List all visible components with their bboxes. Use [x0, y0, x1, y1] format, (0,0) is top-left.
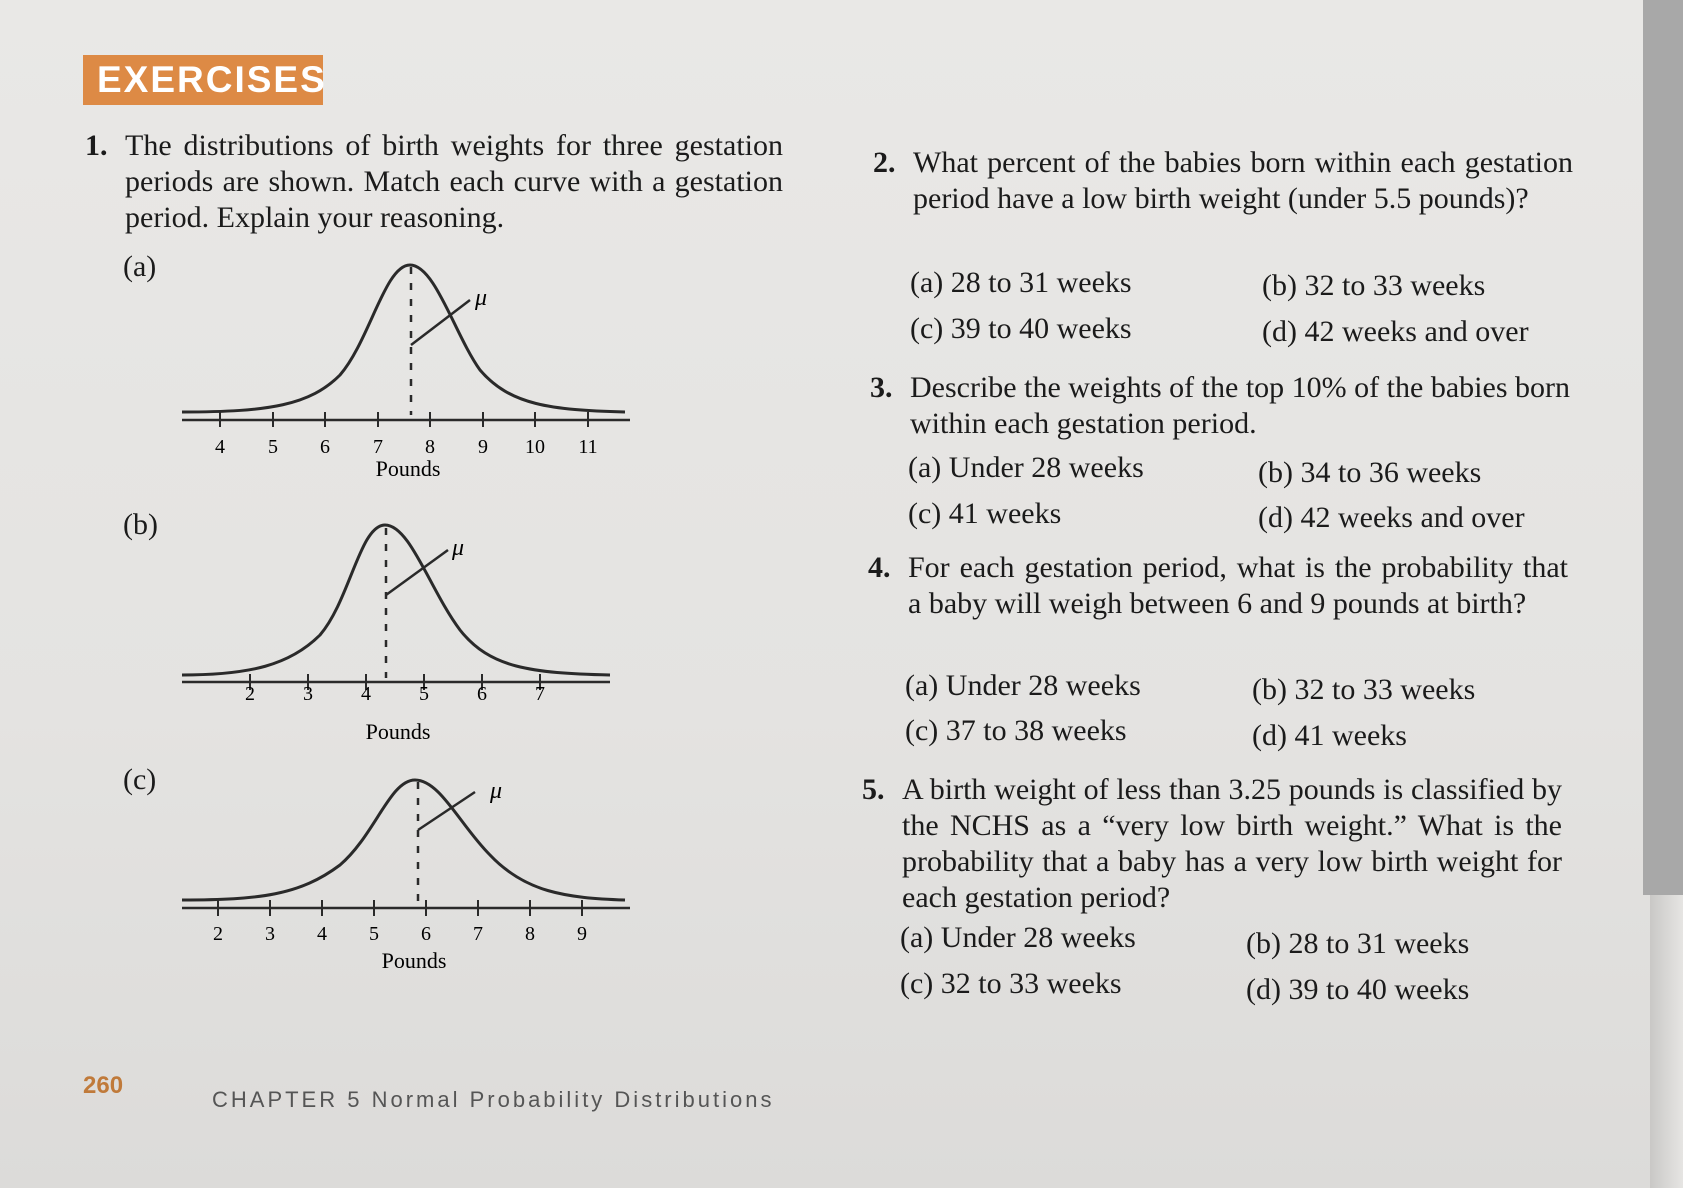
tick-label: 8 — [525, 923, 535, 945]
option-3d: (d) 42 weeks and over — [1258, 501, 1525, 534]
tick-label: 2 — [245, 683, 255, 705]
tick-label: 2 — [213, 923, 223, 945]
normal-curve — [182, 265, 625, 412]
question-number: 3. — [870, 371, 893, 404]
tick-label: 7 — [373, 436, 383, 458]
normal-curve-graph-a — [170, 255, 640, 485]
option-4b: (b) 32 to 33 weeks — [1252, 673, 1476, 706]
question-text: What percent of the babies born within each gestation period have a low birth weight (under 5.5 pounds)? — [913, 146, 1573, 215]
option-4c: (c) 37 to 38 weeks — [905, 714, 1127, 747]
mu-label: μ — [452, 535, 465, 561]
tick-label: 6 — [320, 436, 330, 458]
option-3a: (a) Under 28 weeks — [908, 451, 1144, 484]
tick-label: 4 — [215, 436, 225, 458]
tick-label: 4 — [317, 923, 327, 945]
tick-label: 5 — [268, 436, 278, 458]
question-number: 1. — [85, 129, 108, 162]
axis-label: Pounds — [375, 456, 441, 481]
tick-label: 9 — [478, 436, 488, 458]
option-3c: (c) 41 weeks — [908, 497, 1062, 530]
tick-label: 5 — [369, 923, 379, 945]
tick-label: 3 — [303, 683, 313, 705]
tick-label: 6 — [421, 923, 431, 945]
tick-label: 7 — [535, 683, 545, 705]
normal-curve — [182, 780, 625, 900]
normal-curve — [182, 525, 610, 675]
graph-a-label: (a) — [123, 250, 157, 283]
chapter-running-head — [212, 1088, 732, 1096]
option-2a: (a) 28 to 31 weeks — [910, 266, 1132, 299]
axis-label: Pounds — [365, 719, 431, 744]
question-number: 4. — [868, 551, 891, 584]
option-4a: (a) Under 28 weeks — [905, 669, 1141, 702]
option-4d: (d) 41 weeks — [1252, 719, 1407, 752]
normal-curve-graph-b — [170, 510, 640, 745]
option-5a: (a) Under 28 weeks — [900, 921, 1136, 954]
option-5b: (b) 28 to 31 weeks — [1246, 927, 1470, 960]
axis-label: Pounds — [381, 948, 447, 973]
normal-curve-graph-c — [170, 770, 640, 980]
question-text: A birth weight of less than 3.25 pounds is classified by the NCHS as a “very low birth weight.” What is the probability that a baby has a very low birth weight for each gestation period? — [902, 773, 1562, 914]
tick-label: 11 — [578, 436, 598, 458]
graph-b-label: (b) — [123, 508, 158, 541]
option-2b: (b) 32 to 33 weeks — [1262, 269, 1486, 302]
mu-label: μ — [490, 778, 503, 804]
mu-label: μ — [475, 285, 488, 311]
option-2d: (d) 42 weeks and over — [1262, 315, 1529, 348]
question-text: The distributions of birth weights for three gestation periods are shown. Match each curve with a gestation period. Explain your reasoning. — [125, 129, 783, 234]
question-number: 5. — [862, 773, 885, 806]
tick-label: 5 — [419, 683, 429, 705]
tick-label: 10 — [525, 436, 545, 458]
option-3b: (b) 34 to 36 weeks — [1258, 456, 1482, 489]
exercises-header: EXERCISES — [83, 55, 323, 105]
tick-label: 6 — [477, 683, 487, 705]
tick-label: 9 — [577, 923, 587, 945]
option-5c: (c) 32 to 33 weeks — [900, 967, 1122, 1000]
option-5d: (d) 39 to 40 weeks — [1246, 973, 1470, 1006]
page-number: 260 — [83, 1072, 124, 1099]
tick-label: 4 — [361, 683, 371, 705]
mu-pointer — [418, 792, 475, 830]
question-text: Describe the weights of the top 10% of the babies born within each gestation period. — [910, 371, 1570, 440]
option-2c: (c) 39 to 40 weeks — [910, 312, 1132, 345]
dark-edge-bar — [1643, 0, 1683, 895]
tick-label: 7 — [473, 923, 483, 945]
graph-c-label: (c) — [123, 763, 157, 796]
question-text: For each gestation period, what is the probability that a baby will weigh between 6 and 9 pounds at birth? — [908, 551, 1568, 620]
tick-label: 3 — [265, 923, 275, 945]
tick-label: 8 — [425, 436, 435, 458]
question-number: 2. — [873, 146, 896, 179]
